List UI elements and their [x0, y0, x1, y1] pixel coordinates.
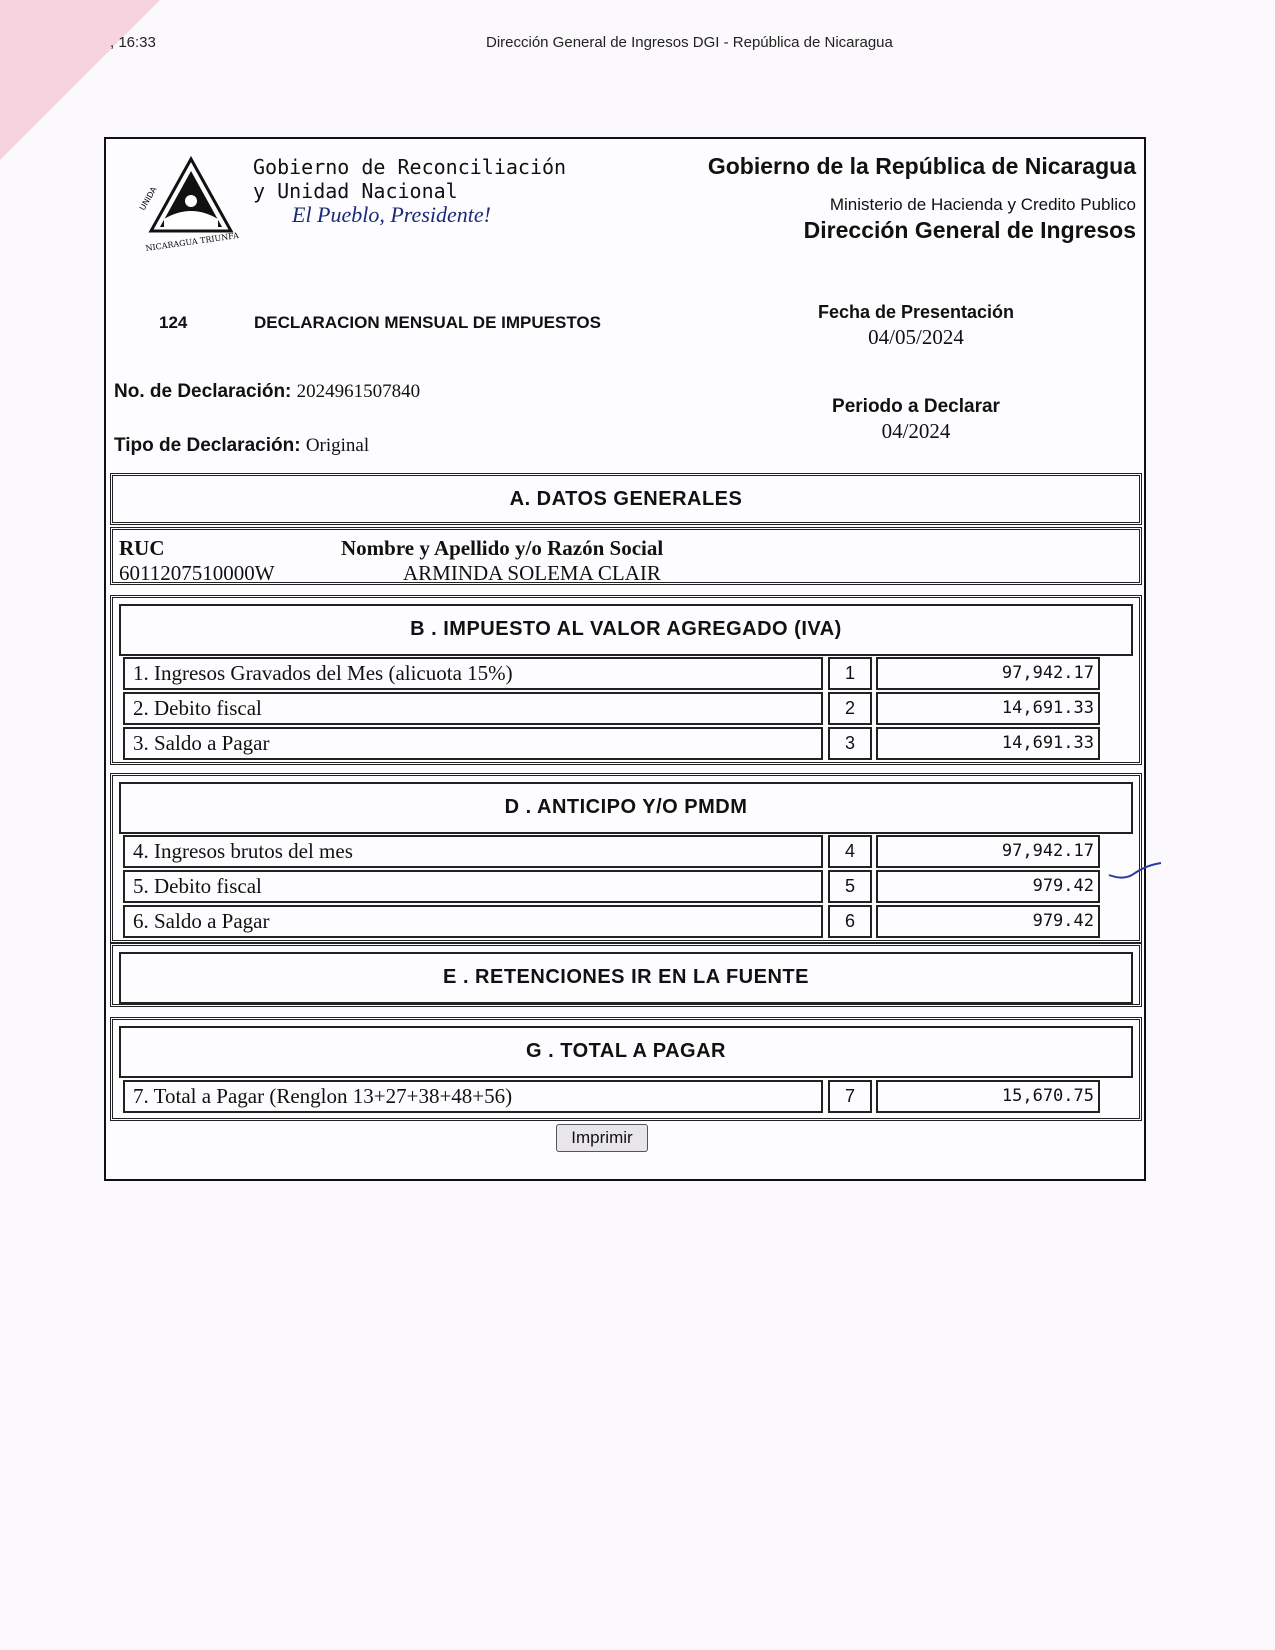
print-page-title: Dirección General de Ingresos DGI - República de Nicaragua: [486, 34, 893, 51]
section-b-title-frame: [119, 604, 1133, 656]
table-row: [123, 1080, 1093, 1113]
table-row: [123, 870, 1093, 903]
section-b: [110, 595, 1142, 765]
row-label: 7. Total a Pagar (Renglon 13+27+38+48+56): [123, 1080, 823, 1113]
decl-no-label: No. de Declaración:: [114, 381, 292, 402]
name-label: Nombre y Apellido y/o Razón Social: [341, 536, 664, 560]
folded-corner: [0, 0, 160, 160]
row-number: 6: [828, 905, 872, 938]
table-row: [123, 835, 1093, 868]
row-number: 4: [828, 835, 872, 868]
agency-name: Dirección General de Ingresos: [803, 217, 1136, 243]
row-number: 1: [828, 657, 872, 690]
ruc-label: RUC: [119, 536, 165, 560]
print-button[interactable]: Imprimir: [556, 1124, 648, 1152]
row-value: 979.42: [876, 870, 1100, 903]
table-row: [123, 657, 1093, 690]
print-time: , 16:33: [110, 34, 156, 51]
section-d-title: D . ANTICIPO Y/O PMDM: [504, 796, 748, 818]
fecha-value: 04/05/2024: [868, 325, 964, 349]
row-value: 14,691.33: [876, 727, 1100, 760]
row-label: 6. Saldo a Pagar: [123, 905, 823, 938]
section-b-title: B . IMPUESTO AL VALOR AGREGADO (IVA): [410, 618, 842, 640]
row-value: 15,670.75: [876, 1080, 1100, 1113]
table-row: [123, 727, 1093, 760]
government-logo-icon: [136, 151, 256, 261]
row-label: 2. Debito fiscal: [123, 692, 823, 725]
declaration-number: [114, 381, 420, 403]
ruc-value: 6011207510000W: [119, 561, 275, 585]
row-label: 4. Ingresos brutos del mes: [123, 835, 823, 868]
form-number: 124: [159, 313, 188, 332]
section-e: [110, 943, 1142, 1007]
row-number: 2: [828, 692, 872, 725]
fecha-label: Fecha de Presentación: [817, 302, 1015, 322]
table-row: [123, 905, 1093, 938]
table-row: [123, 692, 1093, 725]
form-name: DECLARACION MENSUAL DE IMPUESTOS: [254, 313, 601, 332]
tipo-value: Original: [305, 435, 370, 456]
section-e-title: E . RETENCIONES IR EN LA FUENTE: [443, 966, 809, 988]
decl-no-value: 2024961507840: [296, 381, 421, 402]
pen-mark-icon: [1105, 855, 1165, 885]
section-d: [110, 773, 1142, 943]
gov-left-line2: y Unidad Nacional: [253, 179, 458, 203]
logo-text-bottom: NICARAGUA TRIUNFA: [145, 230, 240, 253]
tax-declaration-form: [104, 137, 1146, 1181]
row-value: 14,691.33: [876, 692, 1100, 725]
row-number: 5: [828, 870, 872, 903]
row-value: 97,942.17: [876, 835, 1100, 868]
periodo-label: Periodo a Declarar: [832, 396, 1000, 417]
row-label: 5. Debito fiscal: [123, 870, 823, 903]
row-label: 3. Saldo a Pagar: [123, 727, 823, 760]
section-a-data: [110, 527, 1142, 585]
name-value: ARMINDA SOLEMA CLAIR: [403, 561, 661, 585]
row-value: 979.42: [876, 905, 1100, 938]
ministry-name: Ministerio de Hacienda y Credito Publico: [829, 195, 1136, 214]
tipo-label: Tipo de Declaración:: [114, 435, 301, 456]
section-g-title: G . TOTAL A PAGAR: [526, 1040, 726, 1062]
motto-handwritten: El Pueblo, Presidente!: [292, 202, 491, 227]
gov-left-title: [253, 155, 566, 203]
periodo-value: 04/2024: [881, 419, 951, 443]
declaration-type: [114, 435, 369, 457]
row-number: 3: [828, 727, 872, 760]
row-label: 1. Ingresos Gravados del Mes (alicuota 15%): [123, 657, 823, 690]
row-number: 7: [828, 1080, 872, 1113]
row-value: 97,942.17: [876, 657, 1100, 690]
gov-right-title: Gobierno de la República de Nicaragua: [707, 153, 1136, 179]
gov-left-line1: Gobierno de Reconciliación: [253, 155, 567, 179]
section-a-header: [110, 473, 1142, 525]
section-g: [110, 1017, 1142, 1121]
section-a-title: A. DATOS GENERALES: [509, 488, 743, 510]
logo-text-top: UNIDA: [137, 185, 159, 212]
